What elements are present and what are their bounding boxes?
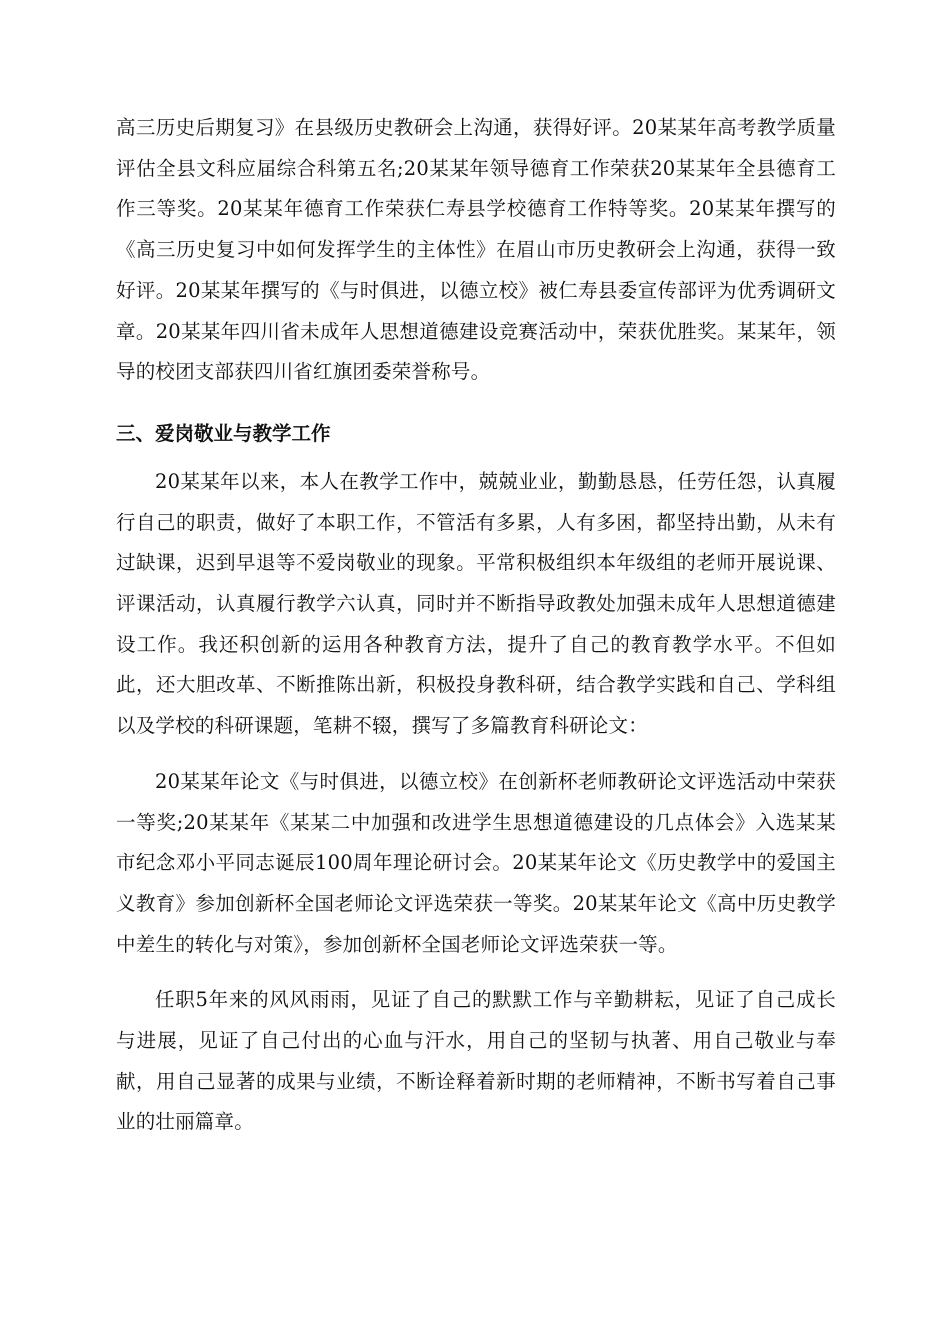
document-page	[116, 108, 836, 1143]
paragraph-research-papers: 20某某年论文《与时俱进，以德立校》在创新杯老师教研论文评选活动中荣获一等奖;20某某年《某某二中加强和改进学生思想道德建设的几点体会》入选某某市纪念邓小平同志诞辰100周年理论研讨会。20某某年论文《历史教学中的爱国主义教育》参加创新杯全国老师论文评选荣获一等奖。20某某年论文《高中历史教学中差生的转化与对策》，参加创新杯全国老师论文评选荣获一等。	[116, 769, 836, 956]
paragraph-awards-continued: 高三历史后期复习》在县级历史教研会上沟通，获得好评。20某某年高考教学质量评估全县文科应届综合科第五名;20某某年领导德育工作荣获20某某年全县德育工作三等奖。20某某年德育工作荣获仁寿县学校德育工作特等奖。20某某年撰写的《高三历史复习中如何发挥学生的主体性》在眉山市历史教研会上沟通，获得一致好评。20某某年撰写的《与时俱进，以德立校》被仁寿县委宣传部评为优秀调研文章。20某某年四川省未成年人思想道德建设竞赛活动中，荣获优胜奖。某某年，领导的校团支部获四川省红旗团委荣誉称号。	[116, 116, 836, 384]
paragraph-summary: 任职5年来的风风雨雨，见证了自己的默默工作与辛勤耕耘，见证了自己成长与进展，见证了自己付出的心血与汗水，用自己的坚韧与执著、用自己敬业与奉献，用自己显著的成果与业绩，不断诠释着新时期的老师精神，不断书写着自己事业的壮丽篇章。	[116, 988, 836, 1134]
paragraph-teaching-work: 20某某年以来，本人在教学工作中，兢兢业业，勤勤恳恳，任劳任怨，认真履行自己的职责，做好了本职工作，不管活有多累，人有多困，都坚持出勤，从未有过缺课，迟到早退等不爱岗敬业的现象。平常积极组织本年级组的老师开展说课、评课活动，认真履行教学六认真，同时并不断指导政教处加强未成年人思想道德建设工作。我还积创新的运用各种教育方法，提升了自己的教育教学水平。不但如此，还大胆改革、不断推陈出新，积极投身教科研，结合教学实践和自己、学科组以及学校的科研课题，笔耕不辍，撰写了多篇教育科研论文：	[116, 469, 836, 738]
section-heading-3: 三、爱岗敬业与教学工作	[116, 421, 331, 445]
